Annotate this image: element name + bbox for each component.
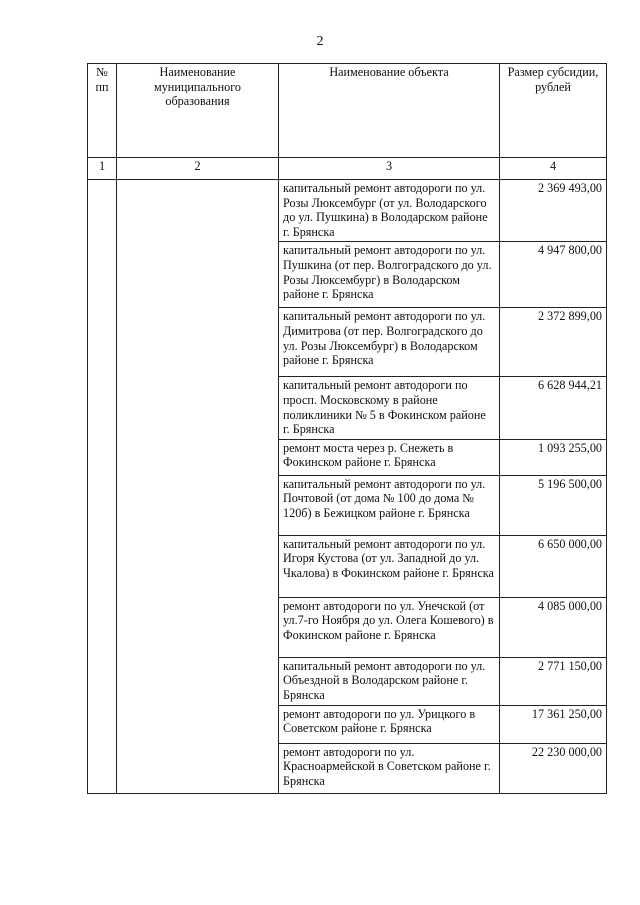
object-name-cell: капитальный ремонт автодороги по просп. Московскому в районе поликлиники № 5 в Фокинском районе г. Брянска	[279, 377, 500, 439]
header-row	[88, 64, 607, 158]
column-number: 3	[279, 158, 500, 180]
header-subsidy: Размер субсидии, рублей	[500, 64, 607, 158]
subsidy-amount-cell: 2 369 493,00	[500, 180, 607, 242]
subsidy-amount-cell: 4 947 800,00	[500, 242, 607, 308]
subsidy-amount-cell: 6 650 000,00	[500, 535, 607, 597]
subsidy-amount-cell: 22 230 000,00	[500, 743, 607, 793]
subsidy-amount-cell: 6 628 944,21	[500, 377, 607, 439]
object-name-cell: капитальный ремонт автодороги по ул. Объездной в Володарском районе г. Брянска	[279, 657, 500, 705]
header-number: № пп	[88, 64, 117, 158]
column-number-row	[88, 158, 607, 180]
object-name-cell: капитальный ремонт автодороги по ул. Розы Люксембург (от ул. Володарского до ул. Пушкина) в Володарском районе г. Брянска	[279, 180, 500, 242]
object-name-cell: капитальный ремонт автодороги по ул. Пушкина (от пер. Волгоградского до ул. Розы Люксембург) в Володарском районе г. Брянска	[279, 242, 500, 308]
object-name-cell: ремонт автодороги по ул. Красноармейской в Советском районе г. Брянска	[279, 743, 500, 793]
subsidy-amount-cell: 2 771 150,00	[500, 657, 607, 705]
column-number: 1	[88, 158, 117, 180]
header-municipality: Наименование муниципального образования	[117, 64, 279, 158]
object-name-cell: ремонт моста через р. Снежеть в Фокинском районе г. Брянска	[279, 439, 500, 475]
object-name-cell: капитальный ремонт автодороги по ул. Игоря Кустова (от ул. Западной до ул. Чкалова) в Фокинском районе г. Брянска	[279, 535, 500, 597]
column-number: 4	[500, 158, 607, 180]
object-name-cell: капитальный ремонт автодороги по ул. Почтовой (от дома № 100 до дома № 120б) в Бежицком районе г. Брянска	[279, 475, 500, 535]
object-name-cell: ремонт автодороги по ул. Унечской (от ул.7-го Ноября до ул. Олега Кошевого) в Фокинском районе г. Брянска	[279, 597, 500, 657]
subsidy-amount-cell: 5 196 500,00	[500, 475, 607, 535]
table-row	[88, 180, 607, 242]
municipality-cell	[117, 180, 279, 794]
header-object: Наименование объекта	[279, 64, 500, 158]
subsidy-amount-cell: 17 361 250,00	[500, 705, 607, 743]
subsidy-amount-cell: 1 093 255,00	[500, 439, 607, 475]
subsidy-amount-cell: 4 085 000,00	[500, 597, 607, 657]
object-name-cell: ремонт автодороги по ул. Урицкого в Советском районе г. Брянска	[279, 705, 500, 743]
subsidy-table	[87, 63, 607, 794]
subsidy-amount-cell: 2 372 899,00	[500, 308, 607, 377]
page-number: 2	[316, 34, 324, 49]
column-number: 2	[117, 158, 279, 180]
object-name-cell: капитальный ремонт автодороги по ул. Димитрова (от пер. Волгоградского до ул. Розы Люксембург) в Володарском районе г. Брянска	[279, 308, 500, 377]
number-cell	[88, 180, 117, 794]
